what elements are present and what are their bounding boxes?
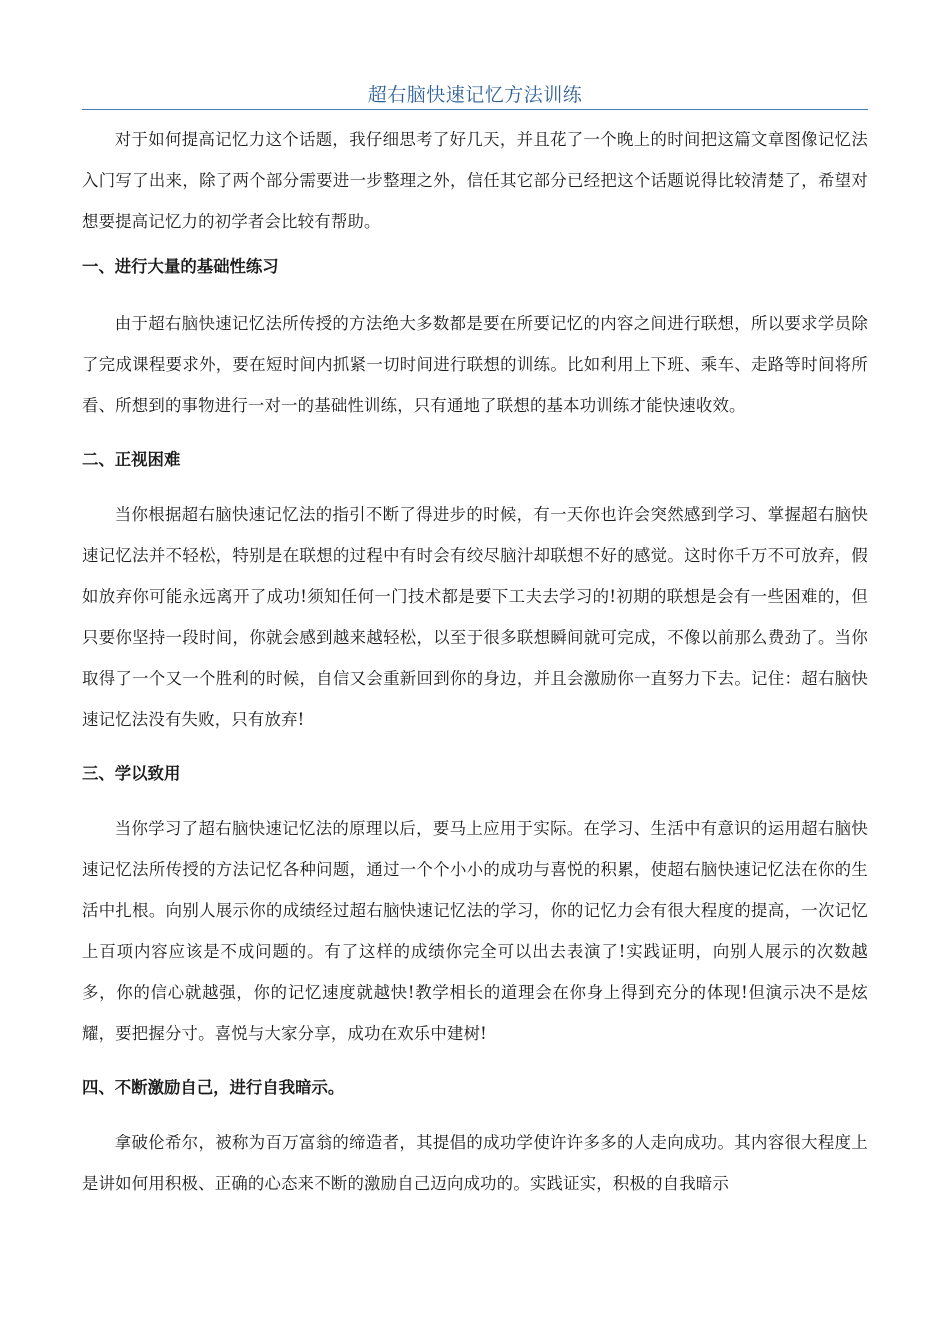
section-heading-1: 一、进行大量的基础性练习 bbox=[82, 257, 279, 276]
section-heading-4: 四、不断激励自己，进行自我暗示。 bbox=[82, 1078, 345, 1097]
section-heading-2: 二、正视困难 bbox=[82, 450, 181, 469]
document-title: 超右脑快速记忆方法训练 bbox=[367, 84, 583, 106]
section-body-2: 当你根据超右脑快速记忆法的指引不断了得进步的时候，有一天你也许会突然感到学习、掌握超右脑快速记忆法并不轻松，特别是在联想的过程中有时会有绞尽脑汁却联想不好的感觉。这时你千万不可放弃，假如放弃你可能永远离开了成功!须知任何一门技术都是要下工夫去学习的!初期的联想是会有一些困难的，但只要你坚持一段时间，你就会感到越来越轻松，以至于很多联想瞬间就可完成，不像以前那么费劲了。当你取得了一个又一个胜利的时候，自信又会重新回到你的身边，并且会激励你一直努力下去。记住：超右脑快速记忆法没有失败，只有放弃! bbox=[82, 505, 868, 729]
section-body-1: 由于超右脑快速记忆法所传授的方法绝大多数都是要在所要记忆的内容之间进行联想，所以要求学员除了完成课程要求外，要在短时间内抓紧一切时间进行联想的训练。比如利用上下班、乘车、走路等时间将所看、所想到的事物进行一对一的基础性训练，只有通地了联想的基本功训练才能快速收效。 bbox=[82, 314, 868, 415]
section-body-3: 当你学习了超右脑快速记忆法的原理以后，要马上应用于实际。在学习、生活中有意识的运用超右脑快速记忆法所传授的方法记忆各种问题，通过一个个小小的成功与喜悦的积累，使超右脑快速记忆法在你的生活中扎根。向别人展示你的成绩经过超右脑快速记忆法的学习，你的记忆力会有很大程度的提高，一次记忆上百项内容应该是不成问题的。有了这样的成绩你完全可以出去表演了!实践证明，向别人展示的次数越多，你的信心就越强，你的记忆速度就越快!教学相长的道理会在你身上得到充分的体现!但演示决不是炫耀，要把握分寸。喜悦与大家分享，成功在欢乐中建树! bbox=[82, 819, 868, 1043]
intro-paragraph: 对于如何提高记忆力这个话题，我仔细思考了好几天，并且花了一个晚上的时间把这篇文章图像记忆法入门写了出来，除了两个部分需要进一步整理之外，信任其它部分已经把这个话题说得比较清楚了，希望对想要提高记忆力的初学者会比较有帮助。 bbox=[82, 130, 868, 231]
title-underline bbox=[82, 109, 868, 110]
document-page bbox=[82, 0, 868, 1204]
section-body-4: 拿破伦希尔，被称为百万富翁的缔造者，其提倡的成功学使许许多多的人走向成功。其内容很大程度上是讲如何用积极、正确的心态来不断的激励自己迈向成功的。实践证实，积极的自我暗示 bbox=[82, 1133, 868, 1193]
section-heading-3: 三、学以致用 bbox=[82, 764, 181, 783]
